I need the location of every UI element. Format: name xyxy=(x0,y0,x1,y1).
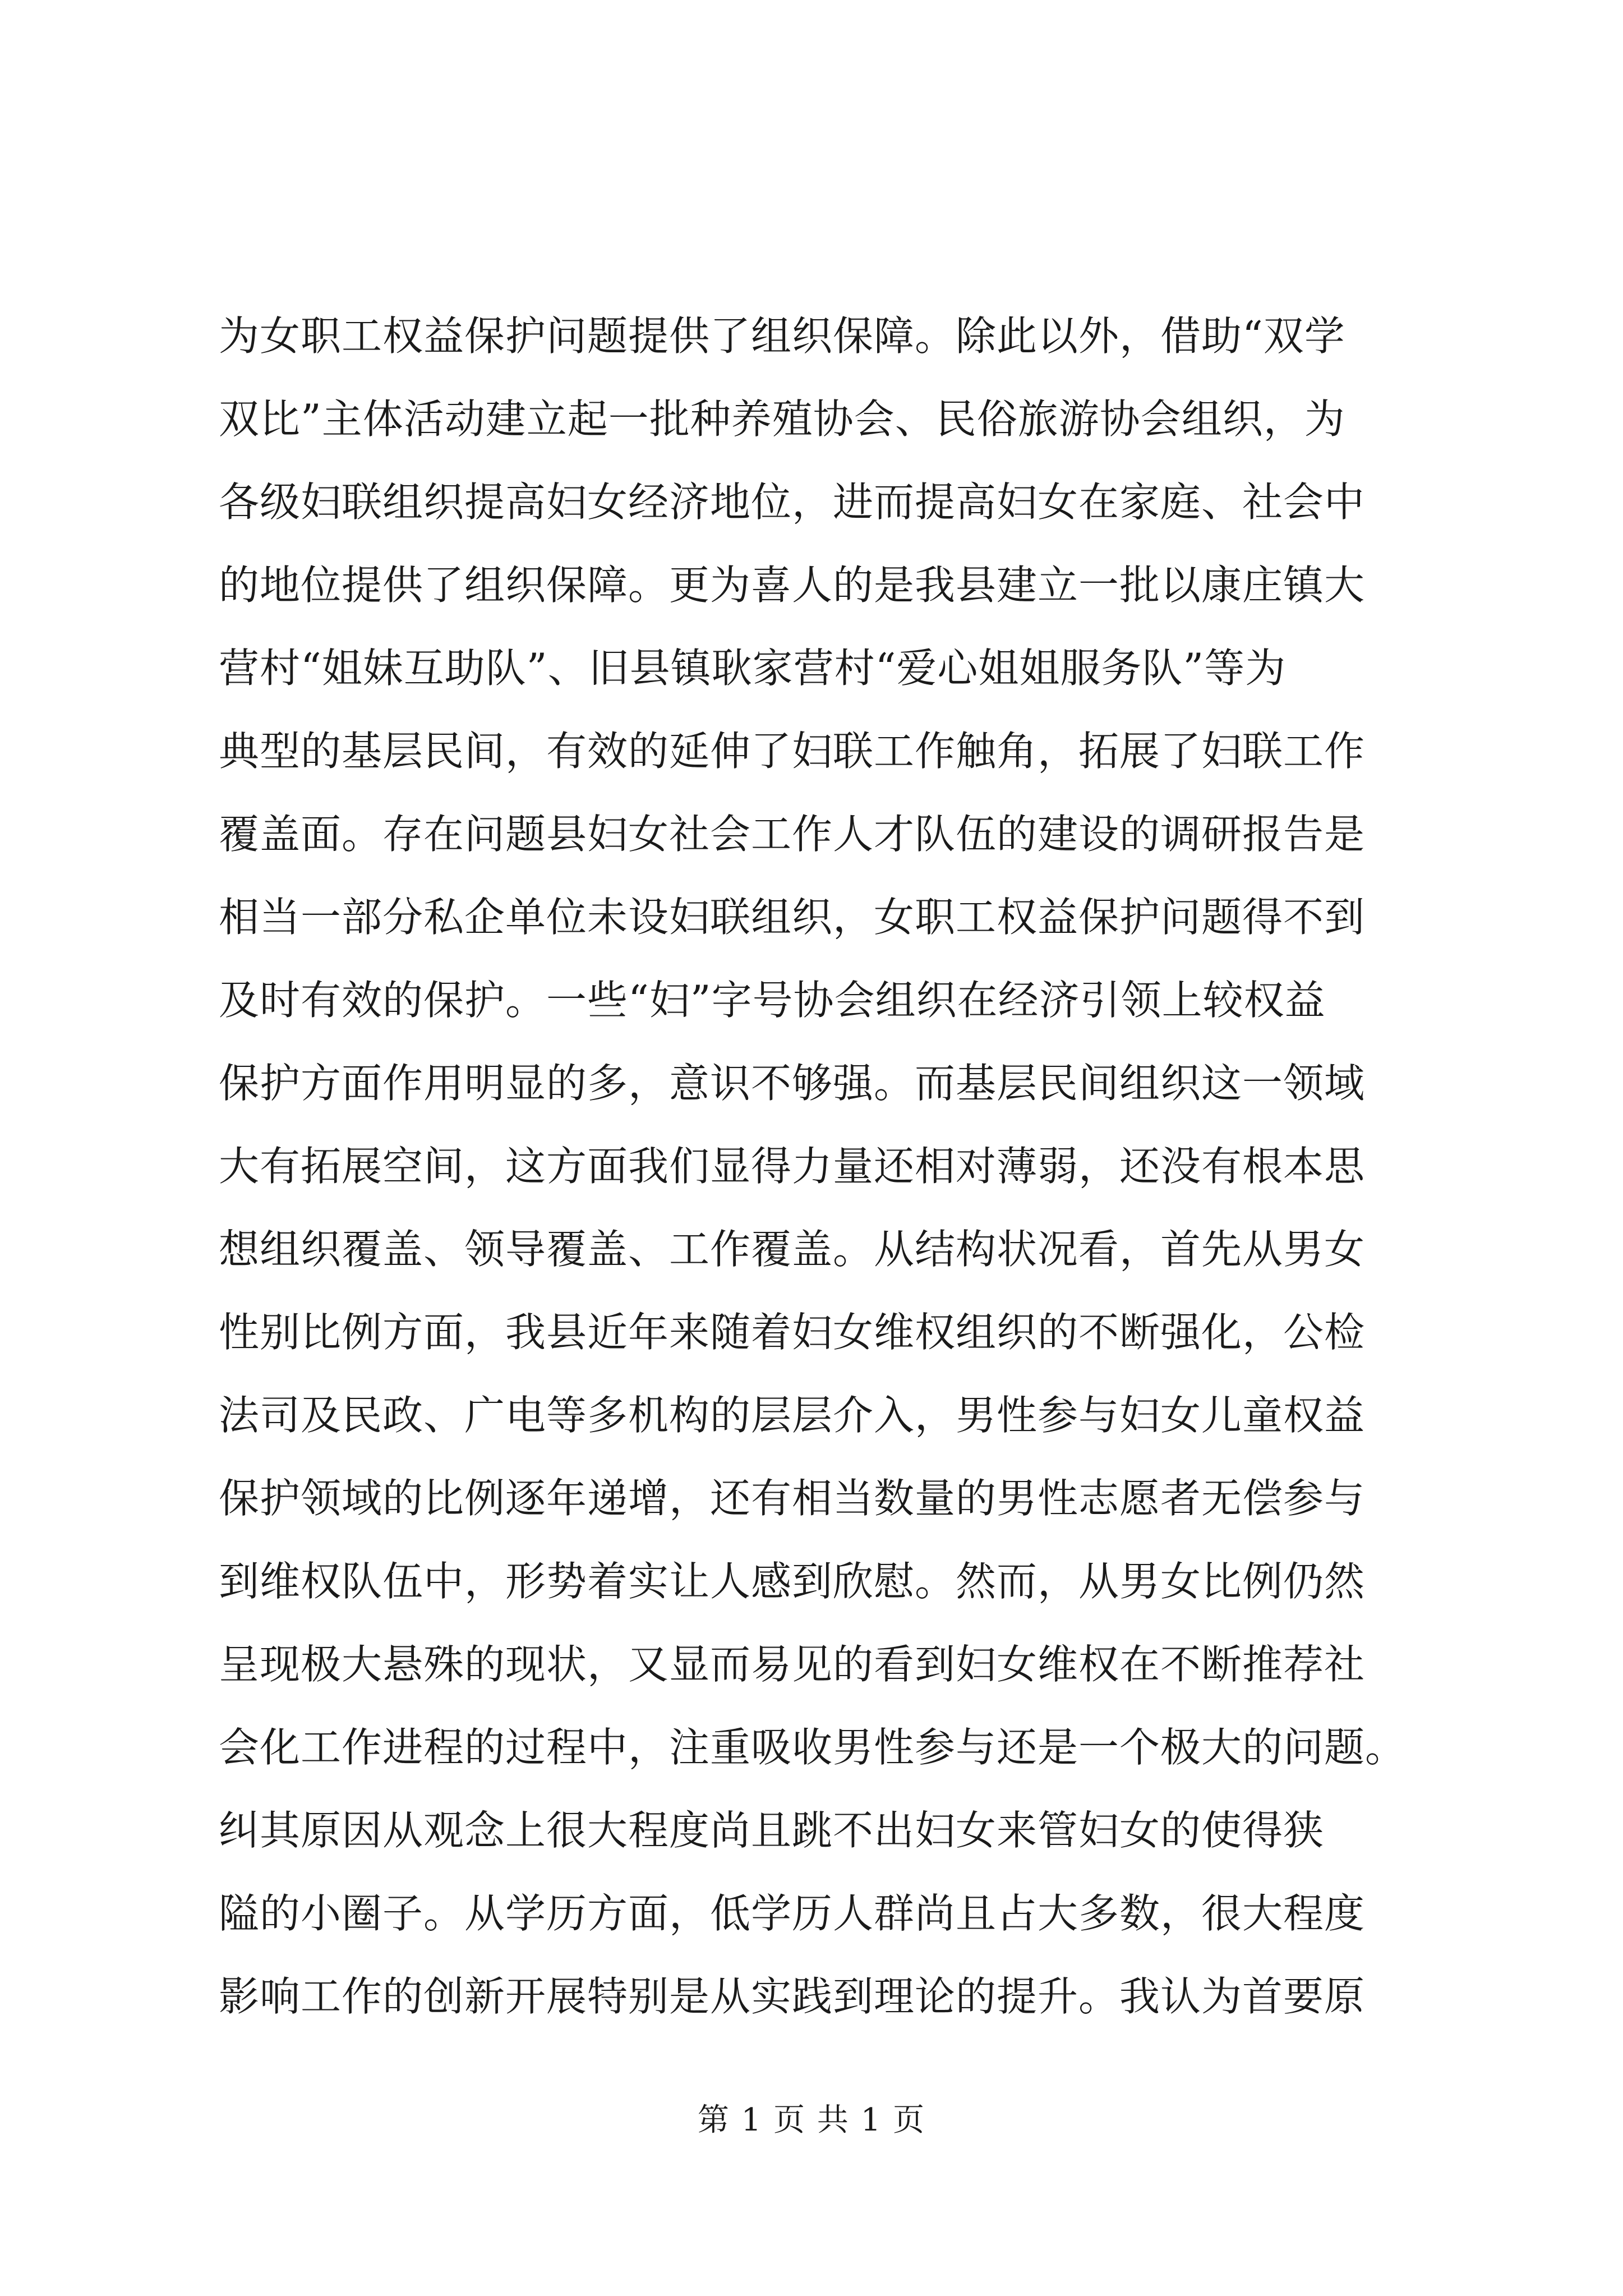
text-line: 为女职工权益保护问题提供了组织保障。除此以外，借助“双学 xyxy=(219,312,1345,360)
text-line: 呈现极大悬殊的现状，又显而易见的看到妇女维权在不断推荐社 xyxy=(219,1641,1366,1688)
text-line: 大有拓展空间，这方面我们显得力量还相对薄弱，还没有根本思 xyxy=(219,1143,1366,1190)
body-text xyxy=(219,295,1441,2038)
text-line: 营村“姐妹互助队”、旧县镇耿家营村“爱心姐姐服务队”等为 xyxy=(219,645,1287,692)
text-line: 相当一部分私企单位未设妇联组织，女职工权益保护问题得不到 xyxy=(219,894,1366,941)
text-line: 影响工作的创新开展特别是从实践到理论的提升。我认为首要原 xyxy=(219,1973,1366,2020)
text-line: 覆盖面。存在问题县妇女社会工作人才队伍的建设的调研报告是 xyxy=(219,811,1366,858)
text-line: 各级妇联组织提高妇女经济地位，进而提高妇女在家庭、社会中 xyxy=(219,478,1366,526)
text-line: 隘的小圈子。从学历方面，低学历人群尚且占大多数，很大程度 xyxy=(219,1890,1366,1937)
text-line: 想组织覆盖、领导覆盖、工作覆盖。从结构状况看，首先从男女 xyxy=(219,1226,1366,1273)
text-line: 保护领域的比例逐年递增，还有相当数量的男性志愿者无偿参与 xyxy=(219,1475,1366,1522)
text-line: 双比”主体活动建立起一批种养殖协会、民俗旅游协会组织，为 xyxy=(219,395,1345,443)
text-line: 法司及民政、广电等多机构的层层介入，男性参与妇女儿童权益 xyxy=(219,1392,1366,1439)
text-line: 会化工作进程的过程中，注重吸收男性参与还是一个极大的问题。 xyxy=(219,1724,1407,1771)
text-line: 性别比例方面，我县近年来随着妇女维权组织的不断强化，公检 xyxy=(219,1309,1366,1356)
text-line: 保护方面作用明显的多，意识不够强。而基层民间组织这一领域 xyxy=(219,1060,1366,1107)
text-line: 的地位提供了组织保障。更为喜人的是我县建立一批以康庄镇大 xyxy=(219,562,1366,609)
text-line: 及时有效的保护。一些“妇”字号协会组织在经济引领上较权益 xyxy=(219,977,1326,1024)
text-line: 到维权队伍中，形势着实让人感到欣慰。然而，从男女比例仍然 xyxy=(219,1558,1366,1605)
page-footer: 第 1 页 共 1 页 xyxy=(697,2102,926,2138)
text-line: 典型的基层民间，有效的延伸了妇联工作触角，拓展了妇联工作 xyxy=(219,728,1366,775)
text-line: 纠其原因从观念上很大程度尚且跳不出妇女来管妇女的使得狭 xyxy=(219,1807,1325,1854)
